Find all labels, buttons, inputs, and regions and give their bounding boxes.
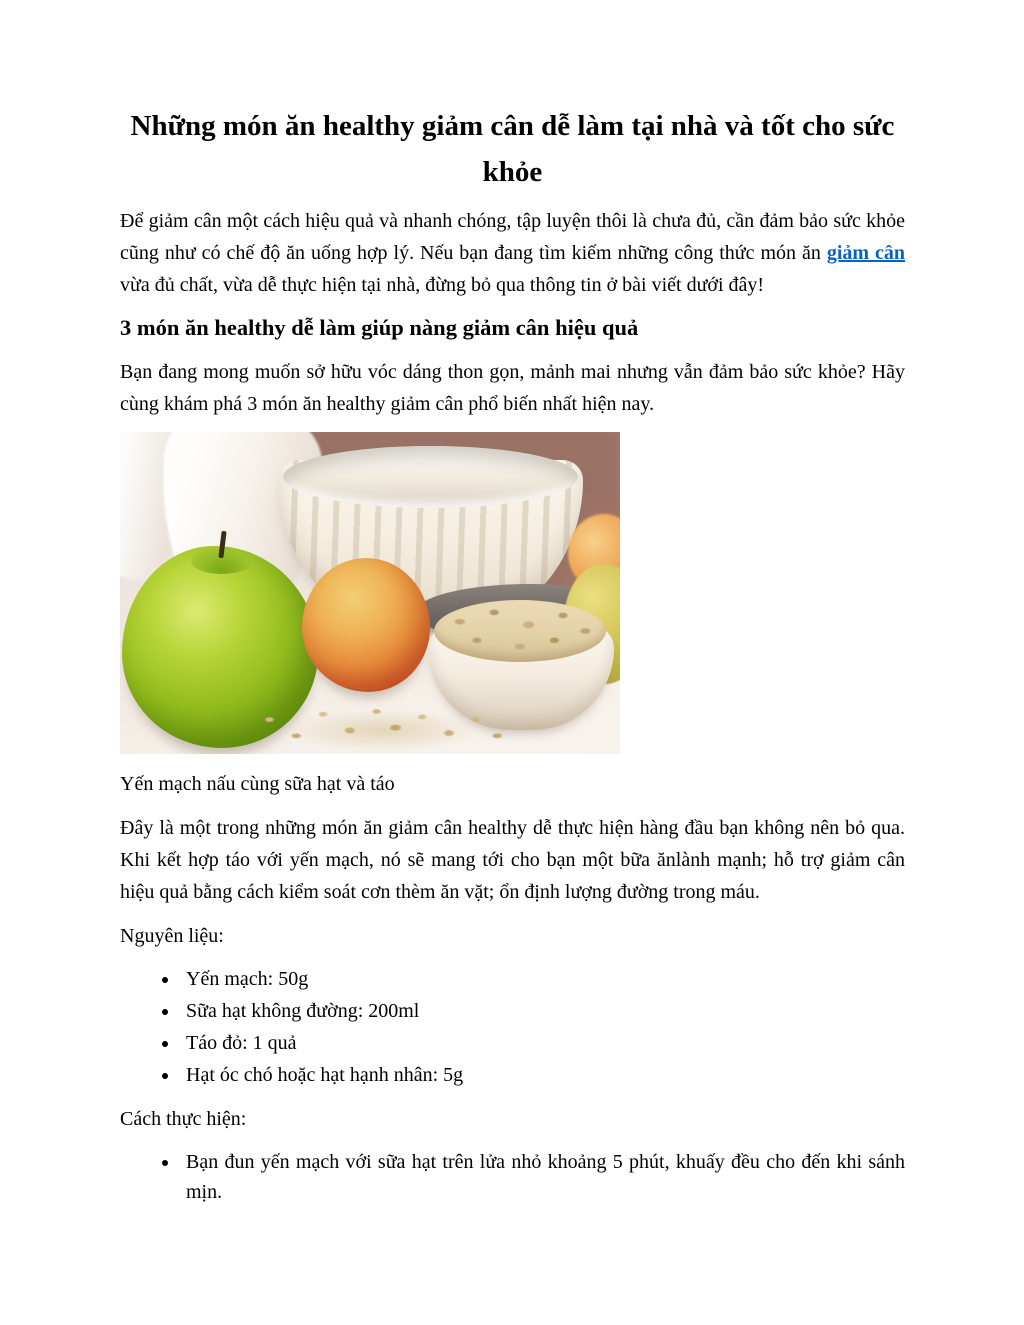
step-item: • Bạn đun yến mạch với sữa hạt trên lửa nhỏ khoảng 5 phút, khuấy đều cho đến khi sánh mịn. <box>180 1147 905 1207</box>
description-paragraph: Đây là một trong những món ăn giảm cân healthy dễ thực hiện hàng đầu bạn không nên bỏ qua. Khi kết hợp táo với yến mạch, nó sẽ mang tới cho bạn một bữa ănlành mạnh; hỗ trợ giảm cân hiệu quả bằng cách kiểm soát cơn thèm ăn vặt; ổn định lượng đường trong máu. <box>120 817 905 903</box>
photo-peach <box>302 558 430 692</box>
photo-scattered-oats <box>248 698 516 752</box>
ingredient-item: • Hạt óc chó hoặc hạt hạnh nhân: 5g <box>180 1060 905 1090</box>
section-heading: 3 món ăn healthy dễ làm giúp nàng giảm cân hiệu quả <box>120 314 639 340</box>
steps-label: Cách thực hiện: <box>120 1108 247 1130</box>
ingredient-item: • Táo đỏ: 1 quả <box>180 1028 905 1058</box>
giam-can-link[interactable]: giảm cân <box>826 241 906 264</box>
section-intro-paragraph: Bạn đang mong muốn sở hữu vóc dáng thon gọn, mảnh mai nhưng vẫn đảm bảo sức khỏe? Hãy cùng khám phá 3 món ăn healthy giảm cân phổ biến nhất hiện nay. <box>120 361 905 415</box>
intro-text-before: Để giảm cân một cách hiệu quả và nhanh chóng, tập luyện thôi là chưa đủ, cần đảm bảo sức khỏe cũng như có chế độ ăn uống hợp lý. Nếu bạn đang tìm kiếm những công thức món ăn <box>120 209 905 264</box>
ingredients-label: Nguyên liệu: <box>120 925 224 947</box>
intro-paragraph <box>120 205 905 301</box>
page-title: Những món ăn healthy giảm cân dễ làm tại nhà và tốt cho sức khỏe <box>130 110 895 188</box>
ingredient-item: • Sữa hạt không đường: 200ml <box>180 996 905 1026</box>
steps-list <box>120 1147 905 1207</box>
photo-large-bowl-rim <box>283 446 578 508</box>
photo-caption: Yến mạch nấu cùng sữa hạt và táo <box>120 773 395 795</box>
ingredient-item: • Yến mạch: 50g <box>180 964 905 994</box>
ingredients-list <box>120 964 905 1090</box>
intro-text-after: vừa đủ chất, vừa dễ thực hiện tại nhà, đừng bỏ qua thông tin ở bài viết dưới đây! <box>120 273 765 296</box>
photo-oats-heap <box>434 600 606 662</box>
recipe-photo <box>120 432 620 754</box>
